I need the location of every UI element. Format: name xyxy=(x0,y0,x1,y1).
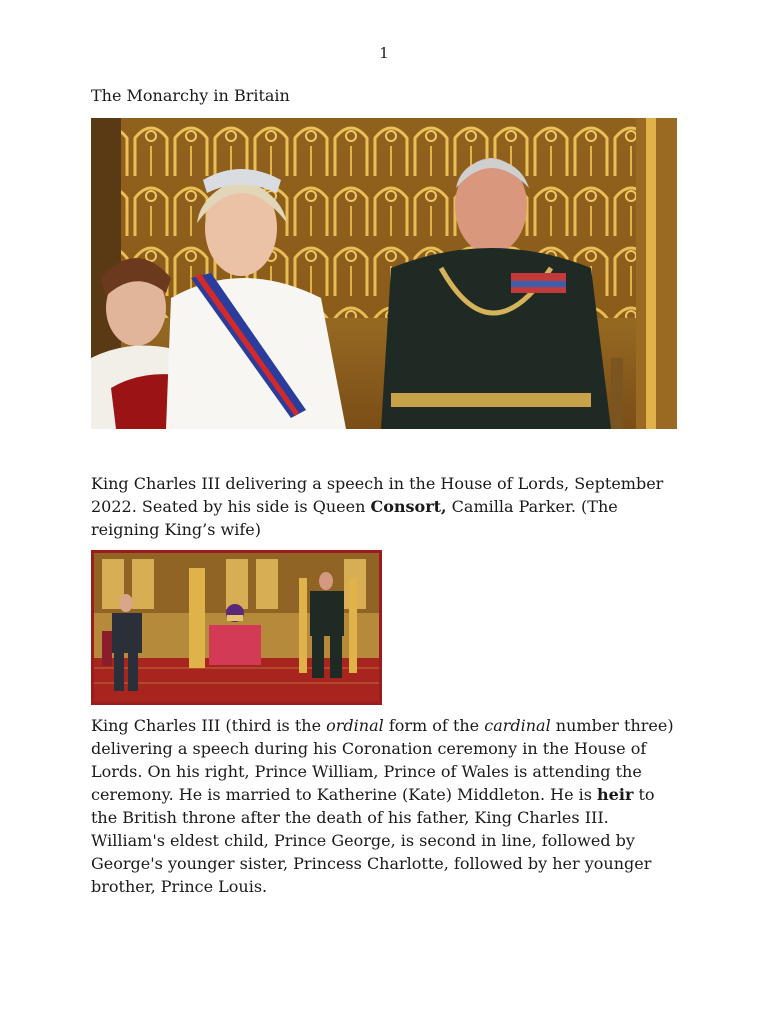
caption1-text-a: King Charles III delivering a speech in the House of Lords, September 2022. Seated by his side is Queen xyxy=(91,474,664,516)
photo-throne-room xyxy=(91,550,382,705)
caption1-text-b: Camilla Parker. (The reigning King’s wife) xyxy=(91,497,618,539)
page-number: 1 xyxy=(379,44,389,62)
caption2-text-b: form of the xyxy=(383,716,485,735)
page-title: The Monarchy in Britain xyxy=(91,86,290,105)
cardinal-term: cardinal xyxy=(484,716,551,735)
caption-house-of-lords xyxy=(91,472,681,541)
caption2-text-a: King Charles III (third is the xyxy=(91,716,327,735)
caption2-text-c: number three) delivering a speech during his Coronation ceremony in the House of Lords. On his right, Prince William, Prince of Wales is attending the ceremony. He is married to Katherine (Kate) Middleton. He is xyxy=(91,716,674,804)
consort-term: Consort, xyxy=(370,497,447,516)
heir-term: heir xyxy=(597,785,634,804)
caption2-text-d: to the British throne after the death of his father, King Charles III. William's eldest child, Prince George, is second in line, followed by George's younger sister, Princess Charlotte, followed by her younger brother, Prince Louis. xyxy=(91,785,655,896)
photo-king-and-queen-consort xyxy=(91,118,677,429)
ordinal-term: ordinal xyxy=(326,716,384,735)
caption-coronation xyxy=(91,714,681,898)
